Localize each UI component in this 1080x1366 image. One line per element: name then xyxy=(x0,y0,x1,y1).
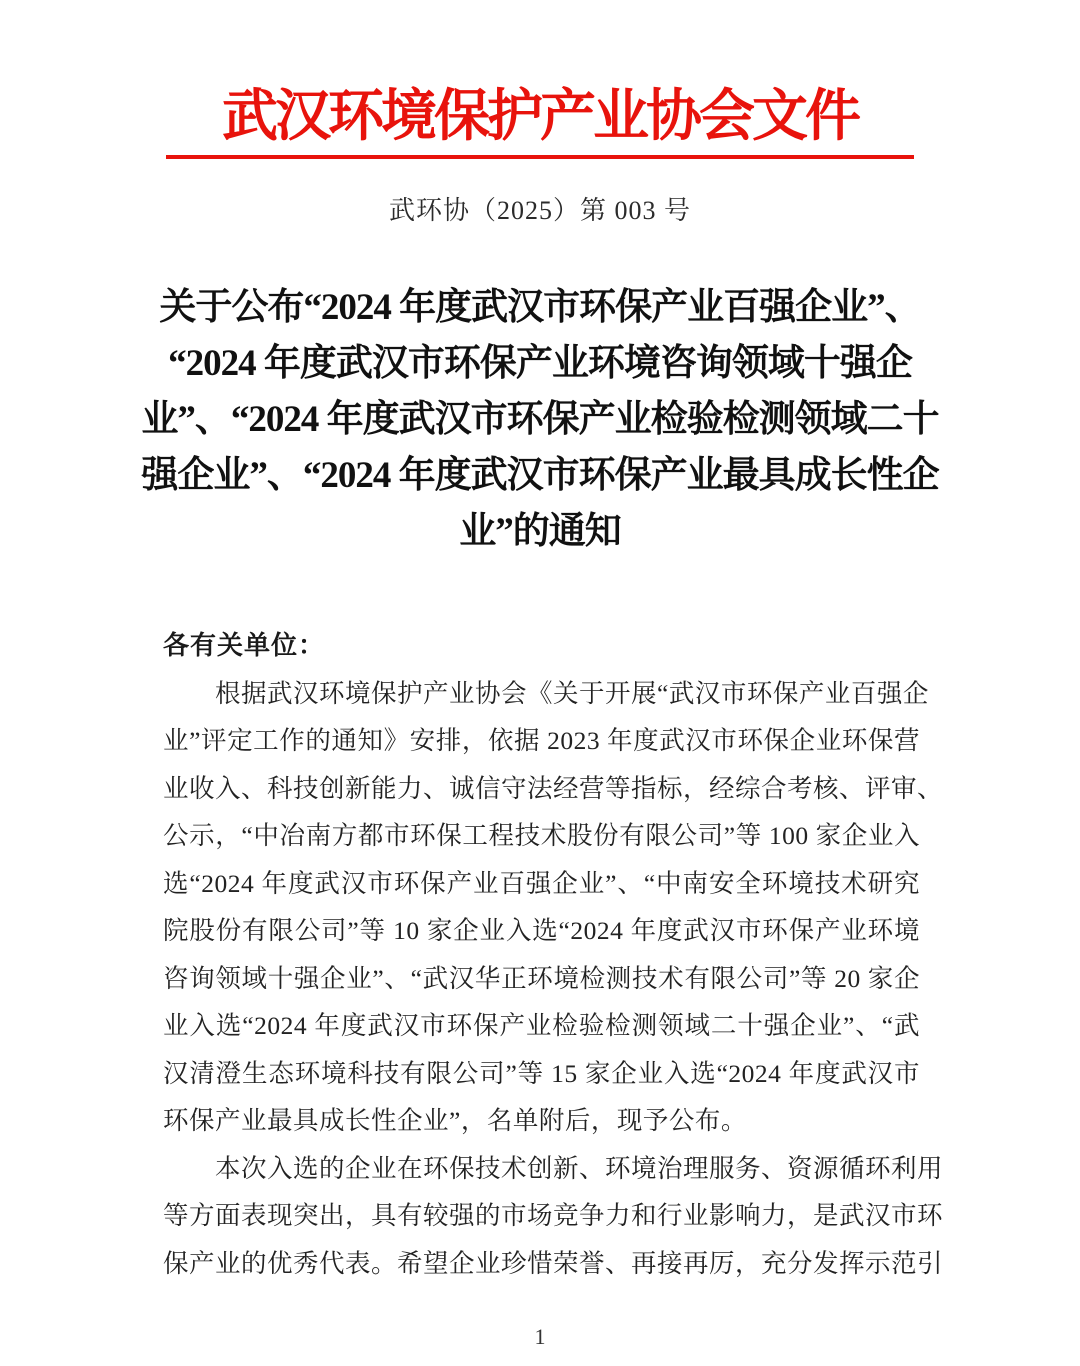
page-number: 1 xyxy=(534,1324,546,1349)
body-line: 根据武汉环境保护产业协会《关于开展“武汉市环保产业百强企 xyxy=(215,678,929,708)
letterhead-divider-line xyxy=(166,155,914,159)
document-number: 武环协（2025）第 003 号 xyxy=(388,196,691,225)
salutation: 各有关单位： xyxy=(163,631,326,660)
body-line: 业”评定工作的通知》安排，依据 2023 年度武汉市环保企业环保营 xyxy=(163,726,920,755)
letterhead-org-title: 武汉环境保护产业协会文件 xyxy=(222,86,858,148)
body-line: 选“2024 年度武汉市环保产业百强企业”、“中南安全环境技术研究 xyxy=(163,868,920,898)
body-line: 汉清澄生态环境科技有限公司”等 15 家企业入选“2024 年度武汉市 xyxy=(163,1058,920,1088)
body-line: 本次入选的企业在环保技术创新、环境治理服务、资源循环利用 xyxy=(215,1153,944,1183)
body-line: 保产业的优秀代表。希望企业珍惜荣誉、再接再厉，充分发挥示范引 xyxy=(163,1248,944,1278)
body-line: 咨询领域十强企业”、“武汉华正环境检测技术有限公司”等 20 家企 xyxy=(163,963,920,993)
document-title-line: 业”、“2024 年度武汉市环保产业检验检测领域二十 xyxy=(141,399,939,440)
document-title xyxy=(110,280,970,560)
body-line: 业入选“2024 年度武汉市环保产业检验检测领域二十强企业”、“武 xyxy=(163,1011,920,1040)
document-title-line: 关于公布“2024 年度武汉市环保产业百强企业”、 xyxy=(159,287,921,328)
document-title-line: 业”的通知 xyxy=(459,511,621,552)
body-line: 环保产业最具成长性企业”，名单附后，现予公布。 xyxy=(163,1106,747,1135)
body-line: 公示，“中冶南方都市环保工程技术股份有限公司”等 100 家企业入 xyxy=(163,821,920,850)
body-line: 业收入、科技创新能力、诚信守法经营等指标，经综合考核、评审、 xyxy=(163,773,944,803)
document-title-line: 强企业”、“2024 年度武汉市环保产业最具成长性企 xyxy=(141,455,939,496)
document-body xyxy=(163,622,944,1287)
body-line: 等方面表现突出，具有较强的市场竞争力和行业影响力，是武汉市环 xyxy=(163,1201,944,1230)
document-title-line: “2024 年度武汉市环保产业环境咨询领域十强企 xyxy=(168,343,912,384)
body-line: 院股份有限公司”等 10 家企业入选“2024 年度武汉市环保产业环境 xyxy=(163,916,920,945)
